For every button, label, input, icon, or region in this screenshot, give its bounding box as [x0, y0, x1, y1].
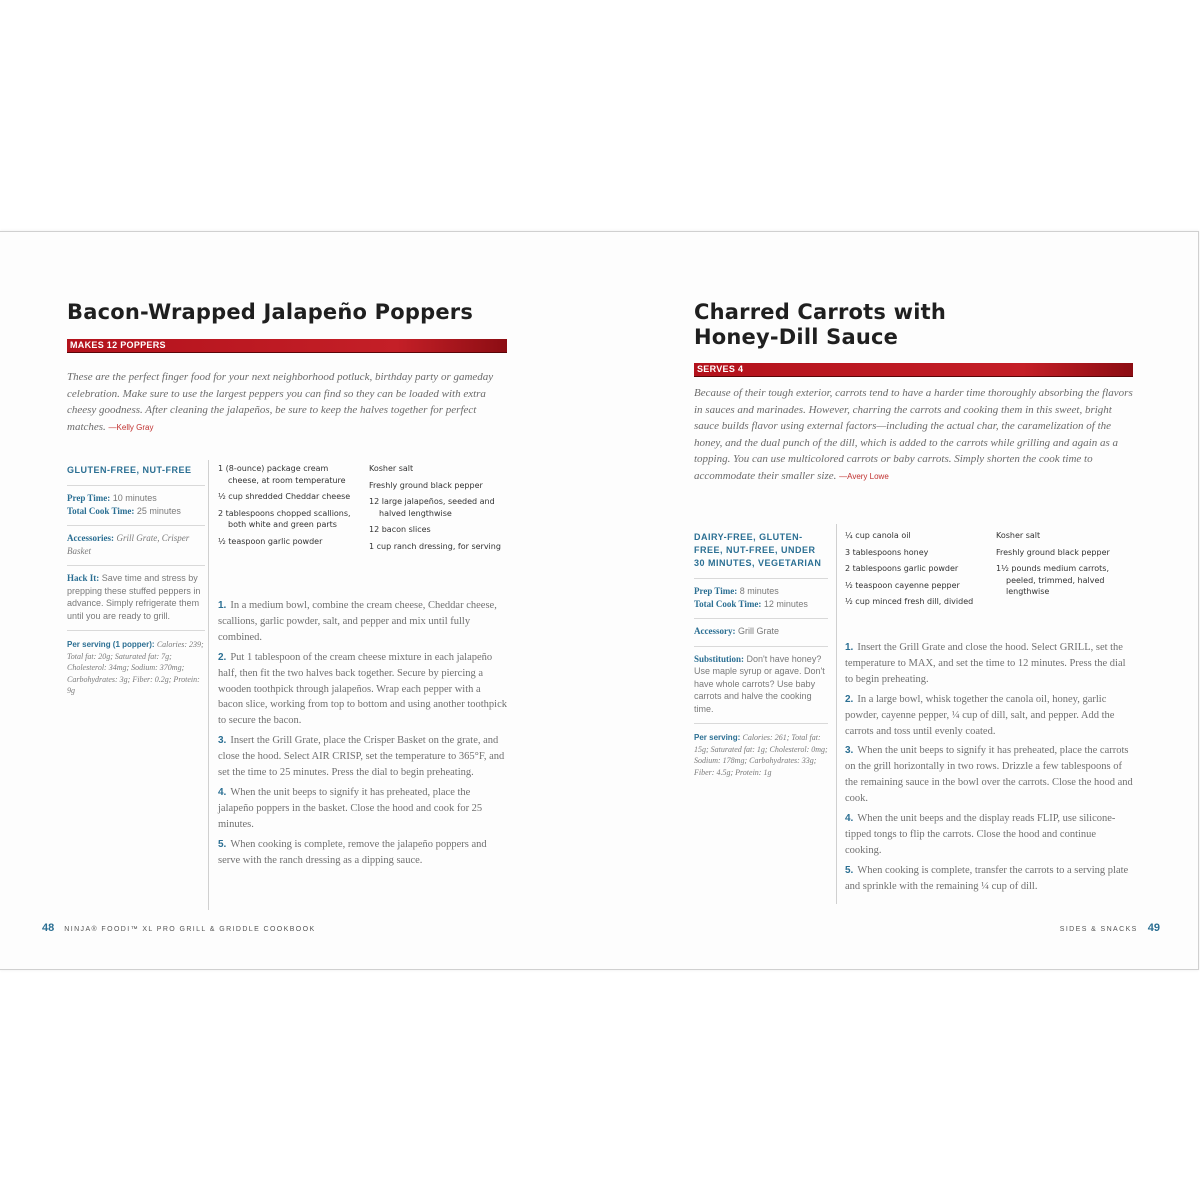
left-prep-label: Prep Time:	[67, 493, 111, 503]
left-tags-box	[67, 462, 205, 486]
ingredient-item: 12 bacon slices	[369, 525, 431, 534]
left-accessories-box	[67, 526, 205, 566]
left-page-number: 48	[42, 922, 55, 934]
left-sidebar	[67, 462, 205, 697]
right-cook-value: 12 minutes	[763, 598, 808, 609]
right-ingredients-col-a	[845, 530, 987, 613]
left-footer	[42, 922, 316, 936]
right-diet-tags: DAIRY-FREE, GLUTEN-FREE, NUT-FREE, UNDER 30 MINUTES, VEGETARIAN	[694, 532, 822, 568]
left-column-divider	[208, 460, 209, 910]
right-substitution-box	[694, 647, 828, 725]
step-number: 3.	[218, 735, 227, 747]
left-hack-text: Save time and stress by prepping these stuffed peppers in advance. Simply refrigerate them until you are ready to grill.	[67, 573, 201, 621]
step-text: When cooking is complete, remove the jalapeño poppers and serve with the ranch dressing as a dipping sauce.	[218, 838, 487, 866]
right-title-line2: Honey-Dill Sauce	[694, 325, 899, 349]
step-number: 3.	[845, 745, 854, 757]
left-serving-text: Calories: 239; Total fat: 20g; Saturated fat: 7g; Cholesterol: 34mg; Sodium: 370mg; Carbohydrates: 3g; Fiber: 0.2g; Protein: 9g	[67, 640, 204, 695]
right-directions	[845, 640, 1135, 899]
left-hack-box	[67, 566, 205, 631]
step-number: 1.	[218, 600, 227, 611]
ingredient-item: ½ teaspoon garlic powder	[218, 536, 323, 546]
right-recipe-title	[694, 300, 946, 350]
ingredient-item: Kosher salt	[996, 531, 1041, 540]
left-prep-value: 10 minutes	[112, 493, 157, 503]
step-text: When cooking is complete, transfer the carrots to a serving plate and sprinkle with the remaining ¼ cup of dill.	[845, 864, 1129, 892]
left-nutrition-box	[67, 631, 205, 697]
ingredient-item: 1 (8-ounce) package cream cheese, at room temperature	[218, 464, 346, 485]
direction-step	[218, 598, 508, 646]
step-text: Put 1 tablespoon of the cream cheese mixture in each jalapeño half, then fit the two halves back together. Secure by piercing a wooden toothpick through jalapeños. Wrap each pepper with a bacon slice, working from top to bottom and using another toothpick to secure the bacon.	[218, 651, 507, 727]
right-nutrition-box	[694, 724, 828, 778]
left-diet-tags: GLUTEN-FREE, NUT-FREE	[67, 465, 192, 475]
ingredient-item: 1½ pounds medium carrots, peeled, trimmed, halved lengthwise	[996, 564, 1110, 596]
left-intro	[67, 369, 507, 436]
step-number: 5.	[218, 838, 227, 850]
direction-step	[845, 863, 1135, 895]
left-intro-text: These are the perfect finger food for your next neighborhood potluck, birthday party or gameday celebration. Make sure to use the largest peppers you can find so they can be loaded with extra cheesy goodness. After cleaning the jalapeños, be sure to keep the halves together for perfect matches.	[67, 371, 494, 433]
right-serving-text: Calories: 261; Total fat: 15g; Saturated fat: 1g; Cholesterol: 0mg; Sodium: 178mg; Carbohydrates: 33g; Fiber: 4.5g; Protein: 1g	[694, 733, 828, 777]
left-hack-label: Hack It:	[67, 573, 100, 583]
ingredient-item: 3 tablespoons honey	[845, 547, 929, 557]
left-ingredients-col-b	[369, 463, 507, 557]
ingredient-item: 2 tablespoons chopped scallions, both white and green parts	[218, 508, 351, 529]
right-times-box	[694, 579, 828, 619]
book-title: NINJA® FOODI™ XL PRO GRILL & GRIDDLE COOKBOOK	[64, 926, 316, 933]
book-spread	[0, 231, 1199, 970]
direction-step	[218, 785, 508, 833]
right-title-line1: Charred Carrots with	[694, 300, 946, 324]
right-serving-label: Per serving:	[694, 733, 741, 742]
right-prep-time	[694, 585, 828, 598]
step-number: 2.	[218, 651, 227, 663]
left-directions	[218, 598, 508, 873]
right-yield-banner	[694, 363, 1133, 377]
step-text: When the unit beeps and the display reads FLIP, use silicone-tipped tongs to flip the carrots. Close the hood and continue cooking.	[845, 813, 1116, 856]
left-cook-label: Total Cook Time:	[67, 505, 135, 516]
step-text: When the unit beeps to signify it has preheated, place the carrots on the grill horizontally in two rows. Drizzle a few tablespoons of the remaining sauce in the bowl over the carrots. Close the hood and cook.	[845, 745, 1133, 805]
direction-step	[845, 640, 1135, 688]
right-sidebar	[694, 529, 828, 778]
right-footer	[1060, 922, 1160, 936]
left-cook-time	[67, 505, 205, 518]
right-accessory-label: Accessory:	[694, 626, 736, 636]
ingredient-item: ½ cup shredded Cheddar cheese	[218, 492, 351, 501]
step-number: 4.	[845, 813, 854, 825]
right-substitution-label: Substitution:	[694, 653, 745, 664]
right-intro-author: —Avery Lowe	[839, 471, 889, 481]
left-accessories-value: Grill Grate, Crisper Basket	[67, 533, 190, 556]
ingredient-item: Kosher salt	[369, 464, 414, 473]
section-title: SIDES & SNACKS	[1059, 926, 1138, 933]
right-yield-label: SERVES 4	[697, 364, 744, 374]
step-text: Insert the Grill Grate, place the Crisper Basket on the grate, and close the hood. Select AIR CRISP, set the temperature to 365°F, and set the time to 25 minutes. Press the dial to begin preheating.	[218, 735, 505, 779]
right-accessory-value: Grill Grate	[738, 626, 780, 636]
step-number: 5.	[845, 864, 854, 876]
ingredient-item: Freshly ground black pepper	[369, 480, 483, 490]
right-prep-value: 8 minutes	[739, 586, 779, 596]
right-tags-box	[694, 529, 828, 579]
left-intro-author: —Kelly Gray	[108, 422, 154, 432]
right-intro	[694, 385, 1134, 486]
direction-step	[218, 837, 508, 869]
step-number: 2.	[845, 693, 854, 705]
right-prep-label: Prep Time:	[694, 586, 738, 596]
ingredient-item: 12 large jalapeños, seeded and halved lengthwise	[369, 497, 495, 518]
ingredient-item: Freshly ground black pepper	[996, 547, 1110, 557]
step-text: When the unit beeps to signify it has preheated, place the jalapeño poppers in the basket. Close the hood and cook for 25 minutes.	[218, 786, 483, 830]
direction-step	[218, 650, 508, 730]
right-cook-time	[694, 598, 828, 611]
step-text: In a large bowl, whisk together the canola oil, honey, garlic powder, cayenne pepper, ¼ cup of dill, salt, and pepper. Add the carrots and toss until evenly coated.	[845, 693, 1115, 737]
step-text: Insert the Grill Grate and close the hood. Select GRILL, set the temperature to MAX, and set the time to 12 minutes. Press the dial to begin preheating.	[845, 642, 1126, 685]
step-number: 4.	[218, 786, 227, 798]
left-serving-label: Per serving (1 popper):	[67, 640, 155, 649]
right-ingredients-col-b	[996, 530, 1134, 603]
right-accessory-box	[694, 619, 828, 647]
left-prep-time	[67, 492, 205, 505]
direction-step	[845, 811, 1135, 859]
left-yield-label: MAKES 12 POPPERS	[70, 340, 166, 350]
step-number: 1.	[845, 642, 854, 653]
direction-step	[845, 743, 1135, 807]
right-intro-text: Because of their tough exterior, carrots tend to have a harder time thoroughly absorbing the flavors in sauces and marinades. However, charring the carrots and cooking them in this sweet, bright sauce builds flavor using external factors—including the actual char, the caramelization of the honey, and the dual punch of the dill, which is added to the carrots while grilling and again as a topping. You can use multicolored carrots or baby carrots. Simply shorten the cook time to accommodate their smaller size.	[694, 387, 1133, 482]
right-column-divider	[836, 524, 837, 904]
left-times-box	[67, 486, 205, 526]
ingredient-item: 2 tablespoons garlic powder	[845, 564, 959, 573]
right-substitution-text: Don't have honey? Use maple syrup or agave. Don't have whole carrots? Use baby carrots and halve the cooking time.	[694, 653, 825, 714]
right-page-number: 49	[1147, 922, 1160, 934]
ingredient-item: ½ cup minced fresh dill, divided	[845, 597, 974, 606]
ingredient-item: ¼ cup canola oil	[845, 531, 911, 540]
step-text: In a medium bowl, combine the cream cheese, Cheddar cheese, scallions, garlic powder, salt, and pepper and mix until fully combined.	[218, 600, 497, 643]
right-cook-label: Total Cook Time:	[694, 598, 762, 609]
left-ingredients-col-a	[218, 463, 358, 552]
direction-step	[845, 692, 1135, 740]
left-recipe-title: Bacon-Wrapped Jalapeño Poppers	[67, 300, 474, 324]
left-cook-value: 25 minutes	[136, 505, 181, 516]
direction-step	[218, 733, 508, 781]
left-accessories-label: Accessories:	[67, 533, 114, 543]
ingredient-item: ½ teaspoon cayenne pepper	[845, 580, 960, 590]
ingredient-item: 1 cup ranch dressing, for serving	[369, 541, 501, 551]
left-yield-banner	[67, 339, 507, 353]
